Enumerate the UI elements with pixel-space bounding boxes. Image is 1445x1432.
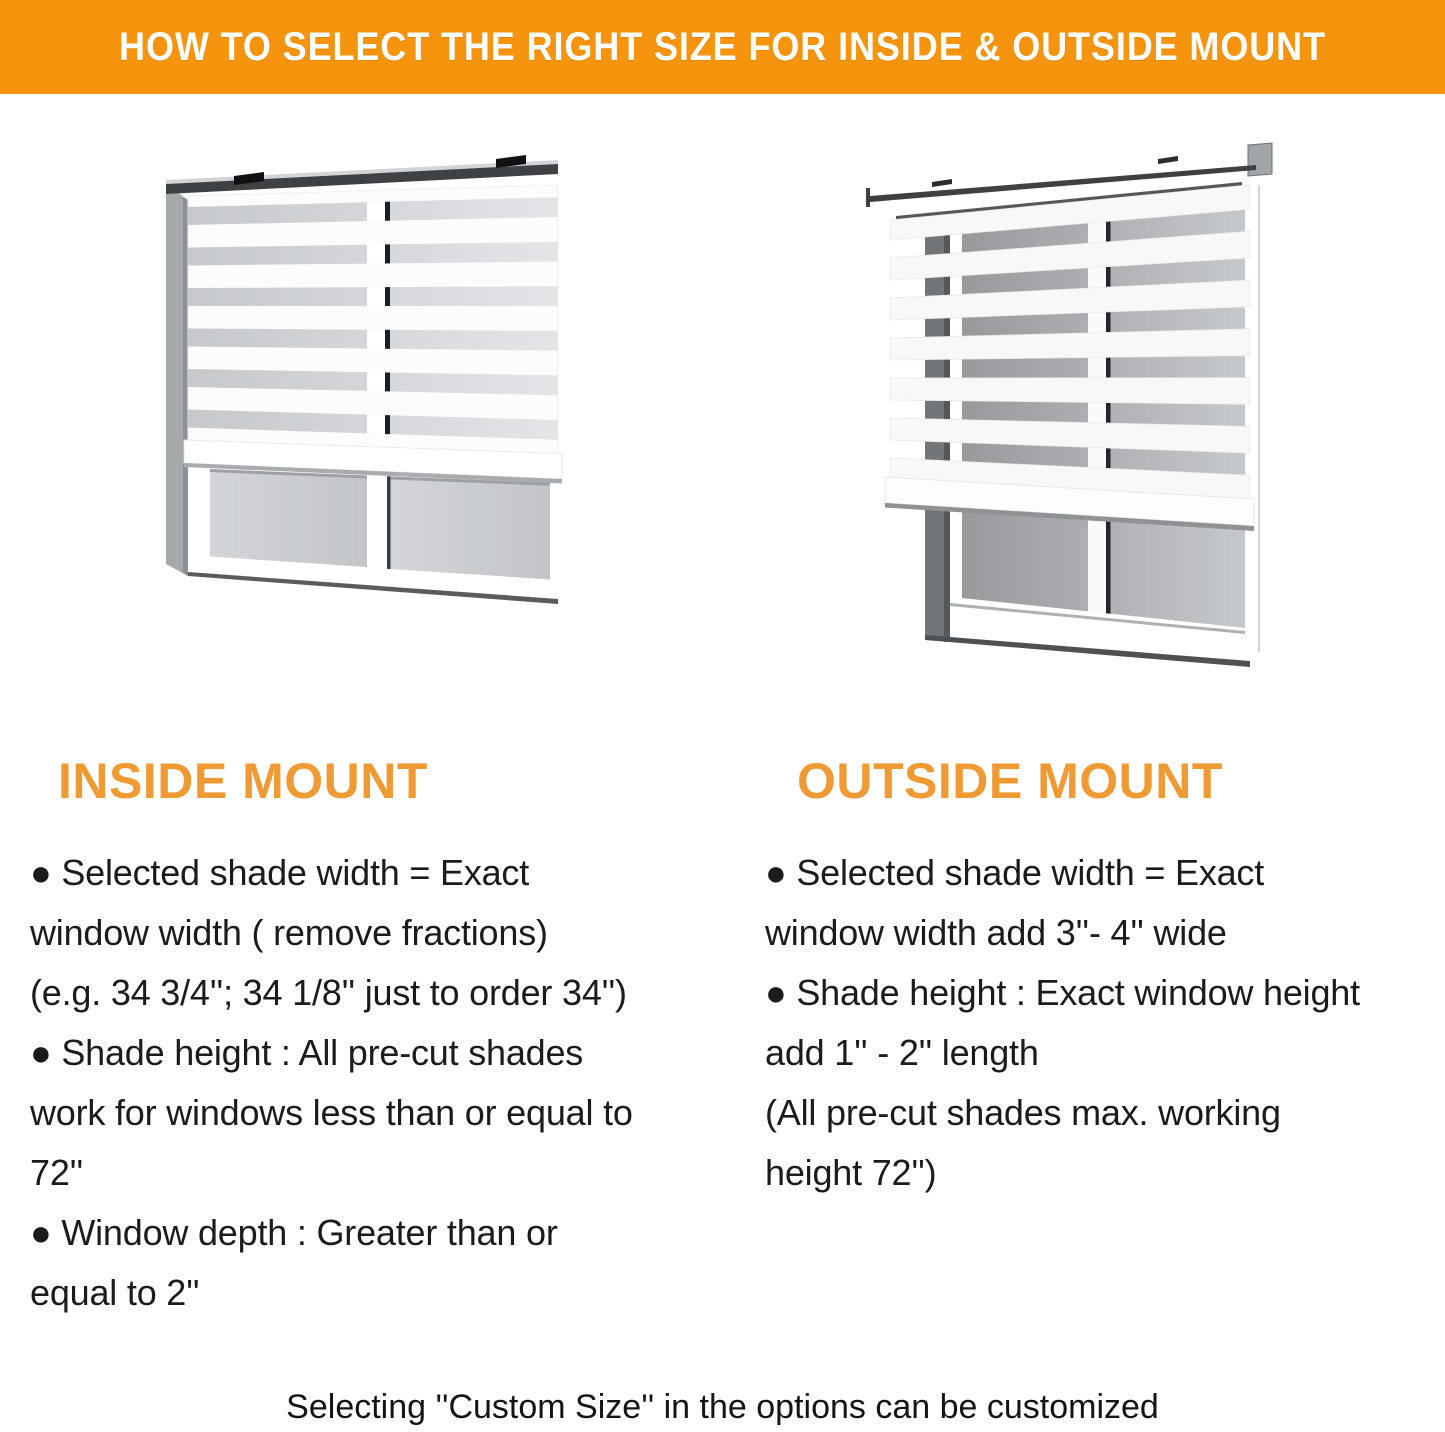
outside-mount-window-icon — [840, 130, 1360, 730]
window-sill-line — [188, 572, 558, 604]
mullion — [1088, 220, 1106, 614]
banner — [0, 0, 1445, 94]
inside-mount-window-icon — [130, 130, 650, 730]
outside-mount-section — [765, 752, 1435, 1203]
outside-mount-notes — [765, 843, 1435, 1203]
rail-end-cap-icon — [1248, 143, 1272, 176]
text-line: ● Window depth : Greater than or — [30, 1212, 558, 1253]
inside-mount-section — [30, 752, 720, 1323]
banner-title: HOW TO SELECT THE RIGHT SIZE FOR INSIDE & OUTSIDE MOUNT — [119, 24, 1326, 69]
zebra-shade — [184, 185, 562, 484]
inside-mount-heading: INSIDE MOUNT — [58, 753, 428, 809]
window-left-return — [166, 184, 188, 576]
text-line: height 72'') — [765, 1152, 937, 1193]
outside-mount-heading: OUTSIDE MOUNT — [797, 753, 1223, 809]
text-line: work for windows less than or equal to — [30, 1092, 633, 1133]
inside-mount-notes — [30, 843, 720, 1323]
footer-note: Selecting ''Custom Size'' in the options can be customized — [286, 1388, 1159, 1426]
window-glass — [210, 469, 550, 580]
text-line: equal to 2'' — [30, 1272, 200, 1313]
mullion-edge — [1106, 219, 1111, 613]
text-line: 72'' — [30, 1152, 83, 1193]
mullion-edge — [387, 476, 391, 569]
text-line: ● Selected shade width = Exact — [30, 852, 530, 893]
text-line: (All pre-cut shades max. working — [765, 1092, 1281, 1133]
text-line: ● Shade height : Exact window height — [765, 972, 1360, 1013]
inside-mount-illustration — [130, 130, 650, 730]
text-line: add 1'' - 2'' length — [765, 1032, 1039, 1073]
text-line: (e.g. 34 3/4''; 34 1/8'' just to order 34'') — [30, 972, 627, 1013]
outside-mount-illustration — [840, 130, 1360, 730]
text-line: window width ( remove fractions) — [30, 912, 548, 953]
text-line: ● Selected shade width = Exact — [765, 852, 1265, 893]
text-line: ● Shade height : All pre-cut shades — [30, 1032, 584, 1073]
window-sill-line — [925, 635, 1250, 667]
text-line: window width add 3''- 4'' wide — [765, 912, 1227, 953]
